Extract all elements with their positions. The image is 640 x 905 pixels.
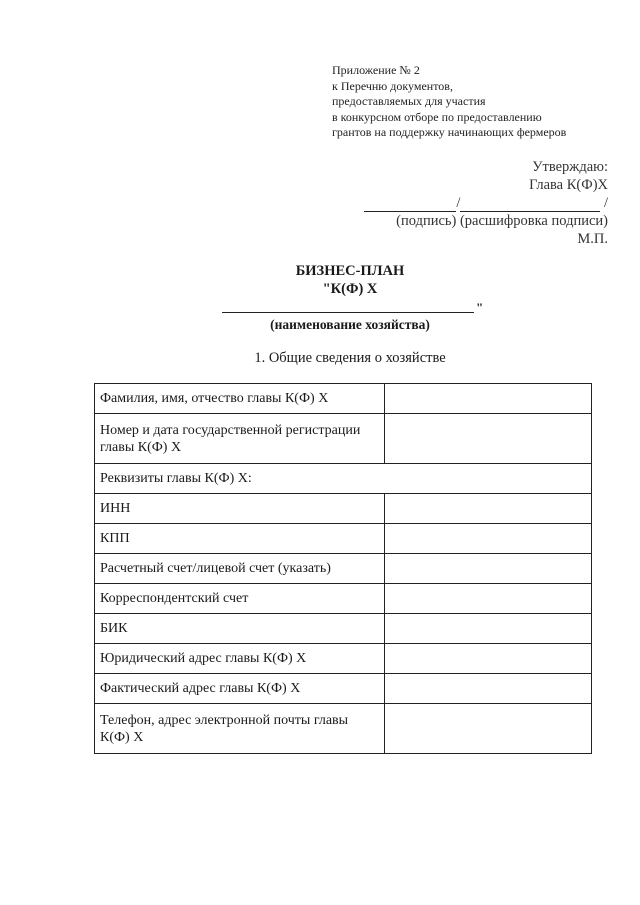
table-row [95, 614, 592, 644]
row-label: БИК [95, 614, 385, 644]
table-row [95, 554, 592, 584]
row-label: Фактический адрес главы К(Ф) Х [95, 674, 385, 704]
signature-end-slash: / [603, 195, 608, 211]
row-value [384, 524, 591, 554]
row-label: Юридический адрес главы К(Ф) Х [95, 644, 385, 674]
table-row [95, 414, 592, 464]
row-label: Номер и дата государственной регистрации главы К(Ф) Х [95, 414, 385, 464]
row-value [384, 674, 591, 704]
table-row [95, 524, 592, 554]
doc-type: БИЗНЕС-ПЛАН [295, 263, 405, 279]
table-row [95, 674, 592, 704]
row-value [384, 554, 591, 584]
row-label: ИНН [95, 494, 385, 524]
table-row [95, 494, 592, 524]
closing-quote: " [476, 300, 484, 315]
row-value [384, 384, 591, 414]
table-row [95, 704, 592, 754]
table-row [95, 584, 592, 614]
signature-decode-blank [460, 197, 600, 212]
row-value [384, 704, 591, 754]
row-value [384, 614, 591, 644]
entity-type: "К(Ф) Х [322, 281, 378, 297]
appendix-line: в конкурсном отборе по предоставлению [332, 109, 542, 124]
row-label: Реквизиты главы К(Ф) Х: [95, 464, 592, 494]
row-value [384, 494, 591, 524]
signature-separator: / [456, 195, 461, 211]
document-title [200, 262, 500, 298]
row-label: Телефон, адрес электронной почты главы К(Ф) Х [95, 704, 385, 754]
farm-name-blank [222, 312, 474, 313]
approval-block [364, 158, 608, 248]
signature-blank [364, 197, 456, 212]
appendix-line: к Перечню документов, [332, 78, 453, 93]
row-label: Расчетный счет/лицевой счет (указать) [95, 554, 385, 584]
approve-label: Утверждаю: [532, 159, 608, 175]
row-label: Фамилия, имя, отчество главы К(Ф) Х [95, 384, 385, 414]
signature-caption: (подпись) (расшифровка подписи) [396, 213, 608, 229]
general-info-table [94, 383, 592, 754]
appendix-line: грантов на поддержку начинающих фермеров [332, 125, 567, 139]
table-row [95, 464, 592, 494]
row-label: Корреспондентский счет [95, 584, 385, 614]
row-value [384, 644, 591, 674]
farm-name-caption: (наименование хозяйства) [270, 317, 430, 332]
row-value [384, 414, 591, 464]
appendix-line: Приложение № 2 [332, 63, 420, 77]
row-value [384, 584, 591, 614]
row-label: КПП [95, 524, 385, 554]
approve-position: Глава К(Ф)Х [529, 177, 608, 193]
appendix-line: предоставляемых для участия [332, 94, 486, 108]
section-title: 1. Общие сведения о хозяйстве [254, 350, 446, 366]
table-row [95, 644, 592, 674]
stamp-label: М.П. [577, 231, 608, 247]
table-row [95, 384, 592, 414]
signature-line [364, 194, 608, 212]
appendix-header [332, 63, 566, 141]
